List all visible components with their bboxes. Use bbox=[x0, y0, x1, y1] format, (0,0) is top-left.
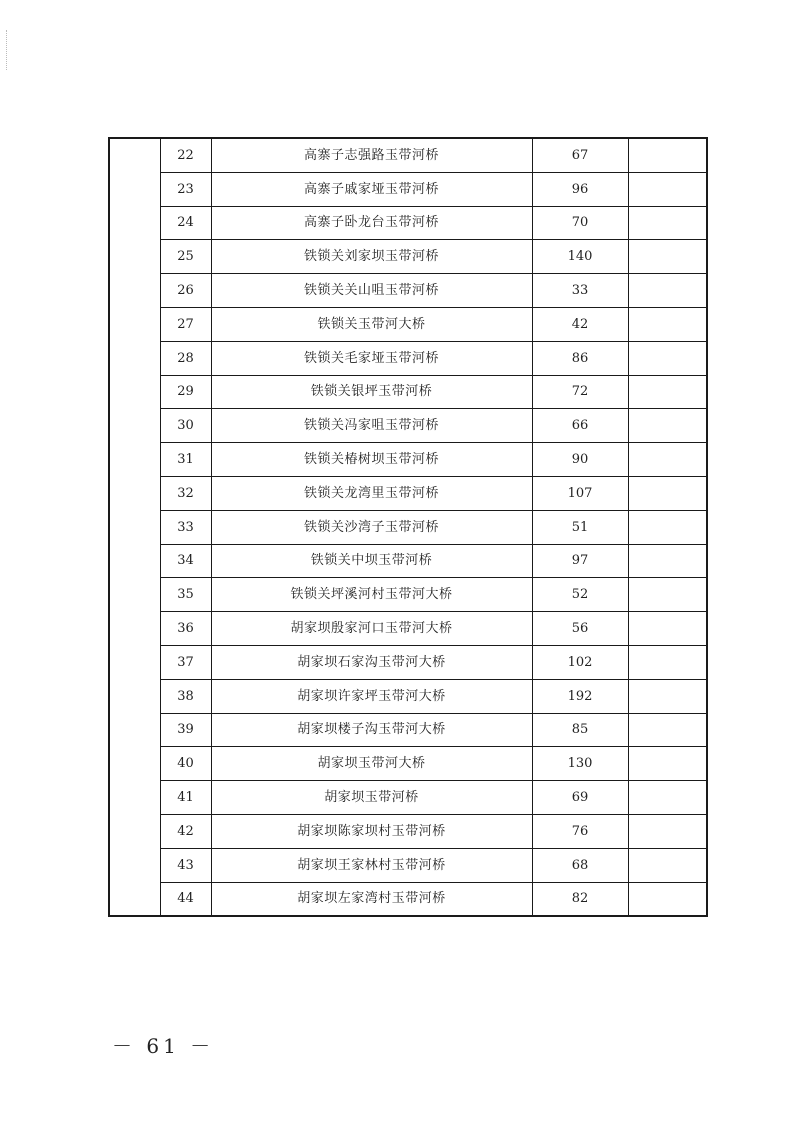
table-row bbox=[109, 375, 707, 409]
bridge-length-cell: 85 bbox=[532, 713, 628, 747]
bridge-name-cell: 胡家坝许家坪玉带河大桥 bbox=[211, 679, 532, 713]
remark-cell bbox=[628, 814, 707, 848]
row-number-cell: 37 bbox=[160, 645, 211, 679]
row-number-cell: 26 bbox=[160, 274, 211, 308]
bridge-name-cell: 铁锁关关山咀玉带河桥 bbox=[211, 274, 532, 308]
remark-cell bbox=[628, 240, 707, 274]
table-row bbox=[109, 578, 707, 612]
bridge-length-cell: 68 bbox=[532, 848, 628, 882]
bridge-name-cell: 胡家坝左家湾村玉带河桥 bbox=[211, 882, 532, 916]
bridge-length-cell: 76 bbox=[532, 814, 628, 848]
bridge-name-cell: 铁锁关银坪玉带河桥 bbox=[211, 375, 532, 409]
bridge-table bbox=[108, 137, 708, 917]
remark-cell bbox=[628, 848, 707, 882]
table-row bbox=[109, 679, 707, 713]
bridge-name-cell: 胡家坝玉带河大桥 bbox=[211, 747, 532, 781]
bridge-length-cell: 42 bbox=[532, 307, 628, 341]
bridge-length-cell: 69 bbox=[532, 781, 628, 815]
bridge-length-cell: 107 bbox=[532, 476, 628, 510]
remark-cell bbox=[628, 274, 707, 308]
row-number-cell: 27 bbox=[160, 307, 211, 341]
bridge-name-cell: 胡家坝王家林村玉带河桥 bbox=[211, 848, 532, 882]
remark-cell bbox=[628, 476, 707, 510]
page-number: － 61 － bbox=[112, 1034, 215, 1058]
row-number-cell: 43 bbox=[160, 848, 211, 882]
group-cell bbox=[109, 138, 160, 916]
bridge-name-cell: 铁锁关刘家坝玉带河桥 bbox=[211, 240, 532, 274]
bridge-length-cell: 140 bbox=[532, 240, 628, 274]
table-row bbox=[109, 172, 707, 206]
bridge-name-cell: 胡家坝陈家坝村玉带河桥 bbox=[211, 814, 532, 848]
bridge-name-cell: 铁锁关沙湾子玉带河桥 bbox=[211, 510, 532, 544]
remark-cell bbox=[628, 781, 707, 815]
table-row bbox=[109, 307, 707, 341]
remark-cell bbox=[628, 544, 707, 578]
table-row bbox=[109, 781, 707, 815]
row-number-cell: 40 bbox=[160, 747, 211, 781]
table-row bbox=[109, 409, 707, 443]
row-number-cell: 35 bbox=[160, 578, 211, 612]
bridge-length-cell: 33 bbox=[532, 274, 628, 308]
bridge-name-cell: 胡家坝楼子沟玉带河大桥 bbox=[211, 713, 532, 747]
remark-cell bbox=[628, 375, 707, 409]
remark-cell bbox=[628, 612, 707, 646]
table-row bbox=[109, 612, 707, 646]
row-number-cell: 25 bbox=[160, 240, 211, 274]
table-row bbox=[109, 814, 707, 848]
row-number-cell: 31 bbox=[160, 443, 211, 477]
bridge-length-cell: 192 bbox=[532, 679, 628, 713]
remark-cell bbox=[628, 138, 707, 172]
remark-cell bbox=[628, 510, 707, 544]
row-number-cell: 44 bbox=[160, 882, 211, 916]
remark-cell bbox=[628, 307, 707, 341]
bridge-length-cell: 130 bbox=[532, 747, 628, 781]
remark-cell bbox=[628, 882, 707, 916]
bridge-length-cell: 96 bbox=[532, 172, 628, 206]
bridge-length-cell: 70 bbox=[532, 206, 628, 240]
bridge-name-cell: 高寨子卧龙台玉带河桥 bbox=[211, 206, 532, 240]
row-number-cell: 42 bbox=[160, 814, 211, 848]
bridge-length-cell: 102 bbox=[532, 645, 628, 679]
row-number-cell: 33 bbox=[160, 510, 211, 544]
remark-cell bbox=[628, 645, 707, 679]
bridge-name-cell: 铁锁关玉带河大桥 bbox=[211, 307, 532, 341]
bridge-name-cell: 高寨子志强路玉带河桥 bbox=[211, 138, 532, 172]
row-number-cell: 32 bbox=[160, 476, 211, 510]
remark-cell bbox=[628, 679, 707, 713]
row-number-cell: 28 bbox=[160, 341, 211, 375]
table-row bbox=[109, 443, 707, 477]
table-row bbox=[109, 747, 707, 781]
bridge-length-cell: 56 bbox=[532, 612, 628, 646]
bridge-length-cell: 51 bbox=[532, 510, 628, 544]
table-row bbox=[109, 713, 707, 747]
row-number-cell: 22 bbox=[160, 138, 211, 172]
table-row bbox=[109, 882, 707, 916]
row-number-cell: 23 bbox=[160, 172, 211, 206]
table-row bbox=[109, 848, 707, 882]
row-number-cell: 30 bbox=[160, 409, 211, 443]
table-row bbox=[109, 341, 707, 375]
remark-cell bbox=[628, 443, 707, 477]
row-number-cell: 41 bbox=[160, 781, 211, 815]
remark-cell bbox=[628, 747, 707, 781]
remark-cell bbox=[628, 206, 707, 240]
table-row bbox=[109, 240, 707, 274]
bridge-length-cell: 90 bbox=[532, 443, 628, 477]
bridge-length-cell: 66 bbox=[532, 409, 628, 443]
row-number-cell: 38 bbox=[160, 679, 211, 713]
bridge-name-cell: 胡家坝殷家河口玉带河大桥 bbox=[211, 612, 532, 646]
bridge-table-body bbox=[109, 138, 707, 916]
bridge-name-cell: 铁锁关椿树坝玉带河桥 bbox=[211, 443, 532, 477]
bridge-name-cell: 铁锁关龙湾里玉带河桥 bbox=[211, 476, 532, 510]
bridge-length-cell: 52 bbox=[532, 578, 628, 612]
row-number-cell: 39 bbox=[160, 713, 211, 747]
table-row bbox=[109, 645, 707, 679]
bridge-length-cell: 86 bbox=[532, 341, 628, 375]
table-row bbox=[109, 274, 707, 308]
row-number-cell: 36 bbox=[160, 612, 211, 646]
remark-cell bbox=[628, 409, 707, 443]
remark-cell bbox=[628, 172, 707, 206]
bridge-name-cell: 高寨子戚家垭玉带河桥 bbox=[211, 172, 532, 206]
bridge-name-cell: 胡家坝石家沟玉带河大桥 bbox=[211, 645, 532, 679]
table-row bbox=[109, 510, 707, 544]
bridge-length-cell: 82 bbox=[532, 882, 628, 916]
bridge-name-cell: 铁锁关冯家咀玉带河桥 bbox=[211, 409, 532, 443]
bridge-name-cell: 铁锁关中坝玉带河桥 bbox=[211, 544, 532, 578]
bridge-length-cell: 67 bbox=[532, 138, 628, 172]
row-number-cell: 24 bbox=[160, 206, 211, 240]
bridge-length-cell: 97 bbox=[532, 544, 628, 578]
bridge-name-cell: 胡家坝玉带河桥 bbox=[211, 781, 532, 815]
table-row bbox=[109, 138, 707, 172]
bridge-name-cell: 铁锁关坪溪河村玉带河大桥 bbox=[211, 578, 532, 612]
remark-cell bbox=[628, 341, 707, 375]
table-row bbox=[109, 206, 707, 240]
row-number-cell: 29 bbox=[160, 375, 211, 409]
margin-scan-mark bbox=[6, 30, 8, 70]
bridge-name-cell: 铁锁关毛家垭玉带河桥 bbox=[211, 341, 532, 375]
bridge-length-cell: 72 bbox=[532, 375, 628, 409]
row-number-cell: 34 bbox=[160, 544, 211, 578]
remark-cell bbox=[628, 578, 707, 612]
table-row bbox=[109, 544, 707, 578]
table-row bbox=[109, 476, 707, 510]
remark-cell bbox=[628, 713, 707, 747]
